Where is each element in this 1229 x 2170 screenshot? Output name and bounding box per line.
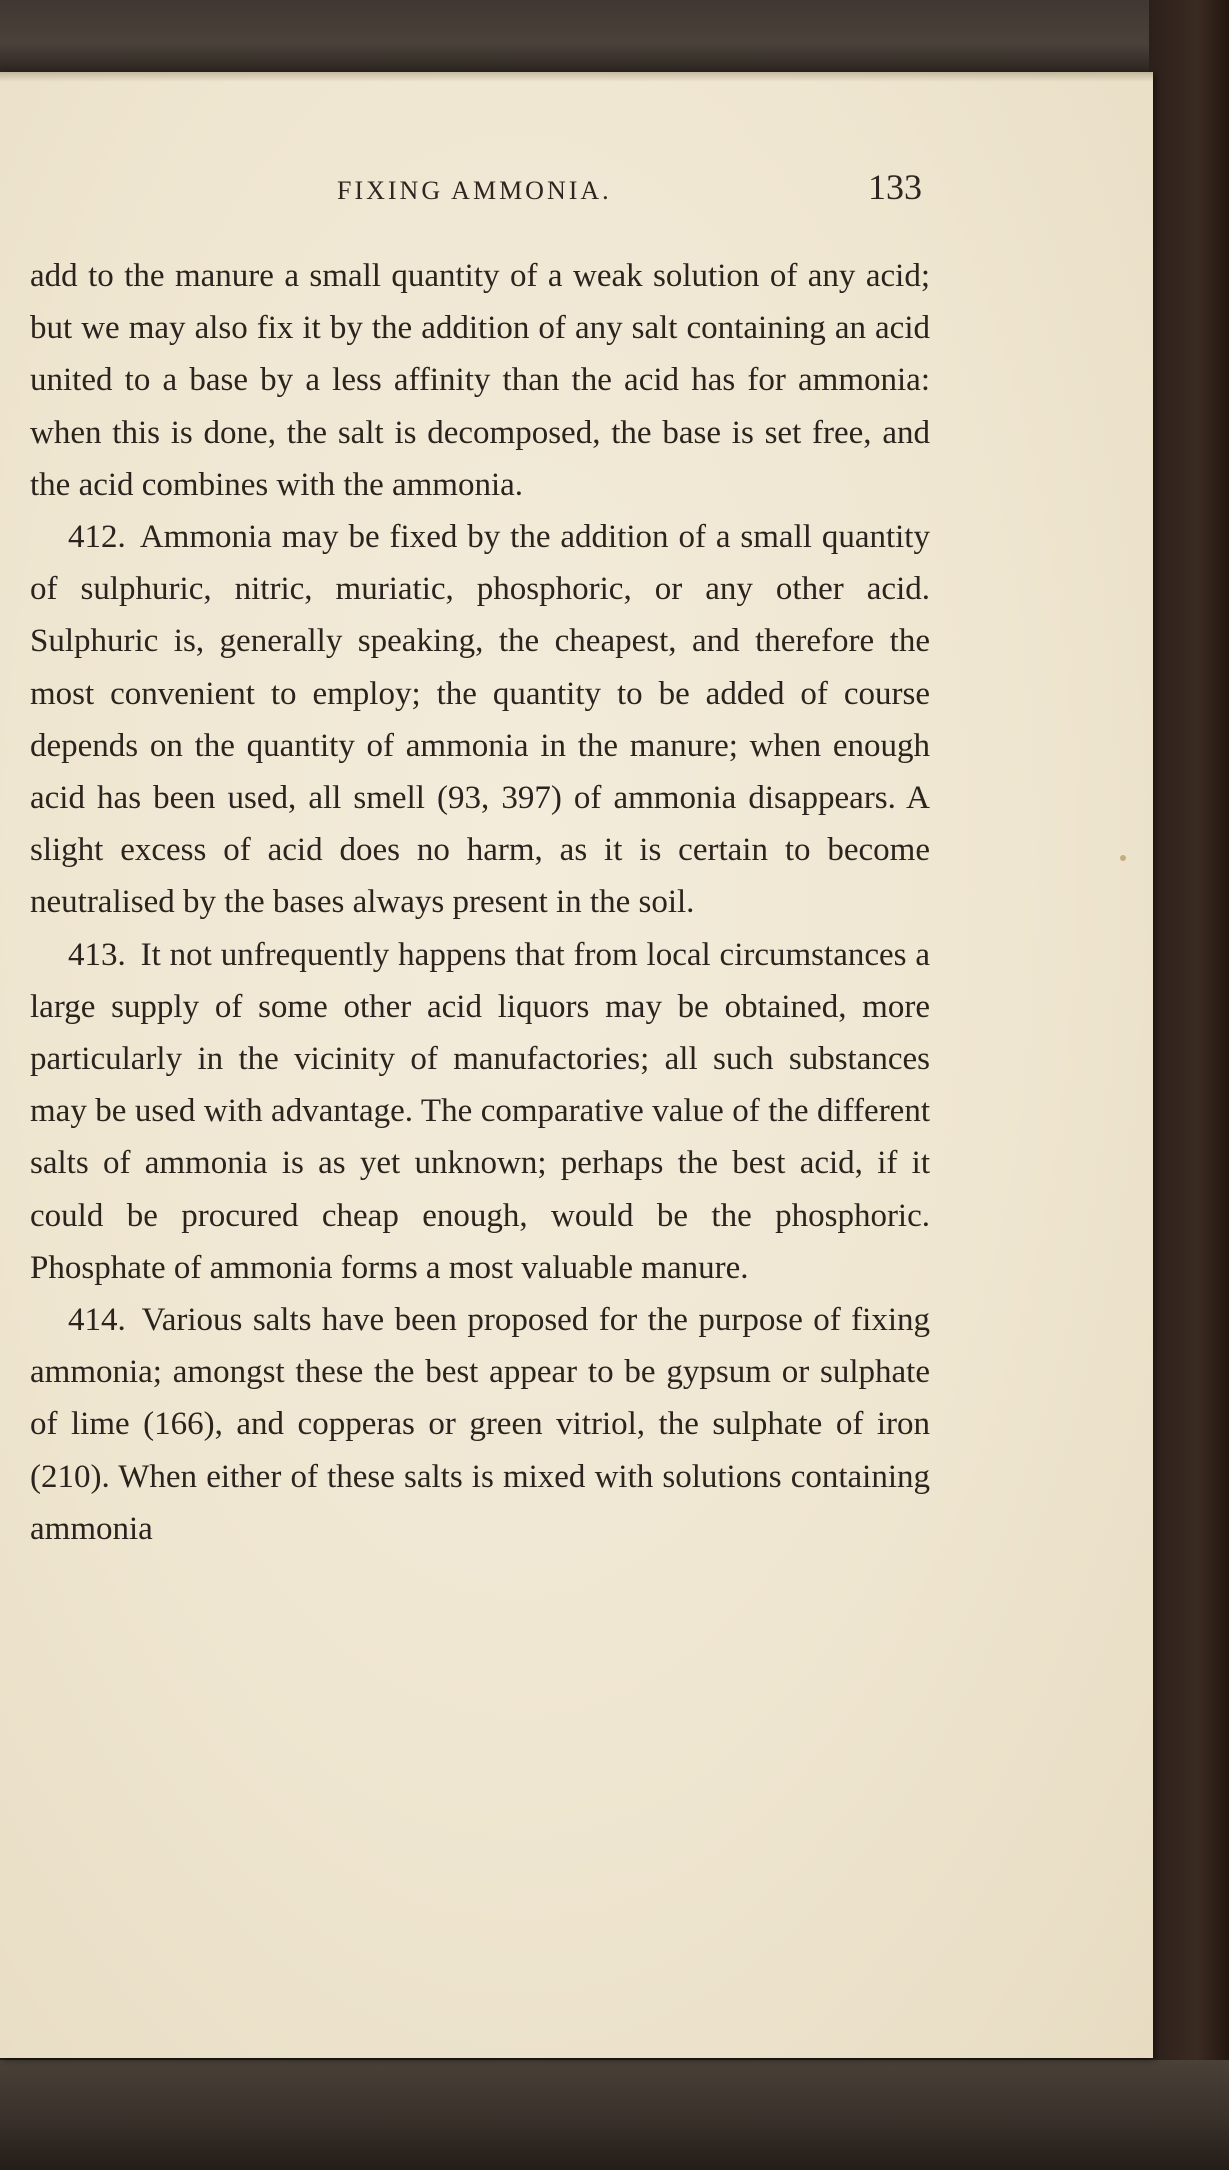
paragraph-number: 414. bbox=[68, 1302, 126, 1339]
paragraph-continued bbox=[30, 250, 930, 511]
running-head: FIXING AMMONIA. bbox=[337, 176, 612, 205]
paragraph-414 bbox=[30, 1294, 930, 1555]
page-header bbox=[0, 162, 930, 222]
foxing-spot bbox=[1120, 855, 1126, 861]
body-text bbox=[30, 250, 930, 1555]
page-number: 133 bbox=[868, 167, 922, 207]
book-cover-top-edge bbox=[0, 0, 1229, 72]
paper-top-shadow bbox=[0, 72, 1153, 82]
paragraph-text: It not unfrequently happens that from local circumstances a large supply of some other acid liquors may be obtained, more particularly in the vicinity of manufactories; all such substances may be used with advantage. The comparative value of the different salts of ammonia is as yet unknown; perhaps the best acid, if it could be procured cheap enough, would be the phosphoric. Phosphate of ammonia forms a most valuable manure. bbox=[30, 936, 930, 1286]
paragraph-text: Various salts have been proposed for the purpose of fixing ammonia; amongst these the best appear to be gypsum or sulphate of lime (166), and copperas or green vitriol, the sulphate of iron (210). When either of these salts is mixed with solutions containing ammonia bbox=[30, 1302, 930, 1547]
paragraph-412 bbox=[30, 511, 930, 929]
paragraph-number: 413. bbox=[68, 936, 126, 973]
paragraph-text: add to the manure a small quantity of a weak solution of any acid; but we may also fix it by the addition of any salt containing an acid united to a base by a less affinity than the acid has for ammonia: when this is done, the salt is decomposed, the base is set free, and the acid combines with the ammonia. bbox=[30, 258, 930, 503]
paragraph-413 bbox=[30, 929, 930, 1294]
paragraph-number: 412. bbox=[68, 519, 126, 556]
book-cover-bottom-edge bbox=[0, 2060, 1229, 2170]
book-cover-right-edge bbox=[1149, 0, 1229, 2170]
paragraph-text: Ammonia may be fixed by the addition of a small quantity of sulphuric, nitric, muriatic, phosphoric, or any other acid. Sulphuric is, generally speaking, the cheapest, and therefore the most convenient to employ; the quantity to be added of course depends on the quantity of ammonia in the manure; when enough acid has been used, all smell (93, 397) of ammonia disappears. A slight excess of acid does no harm, as it is certain to become neutralised by the bases always present in the soil. bbox=[30, 519, 930, 921]
